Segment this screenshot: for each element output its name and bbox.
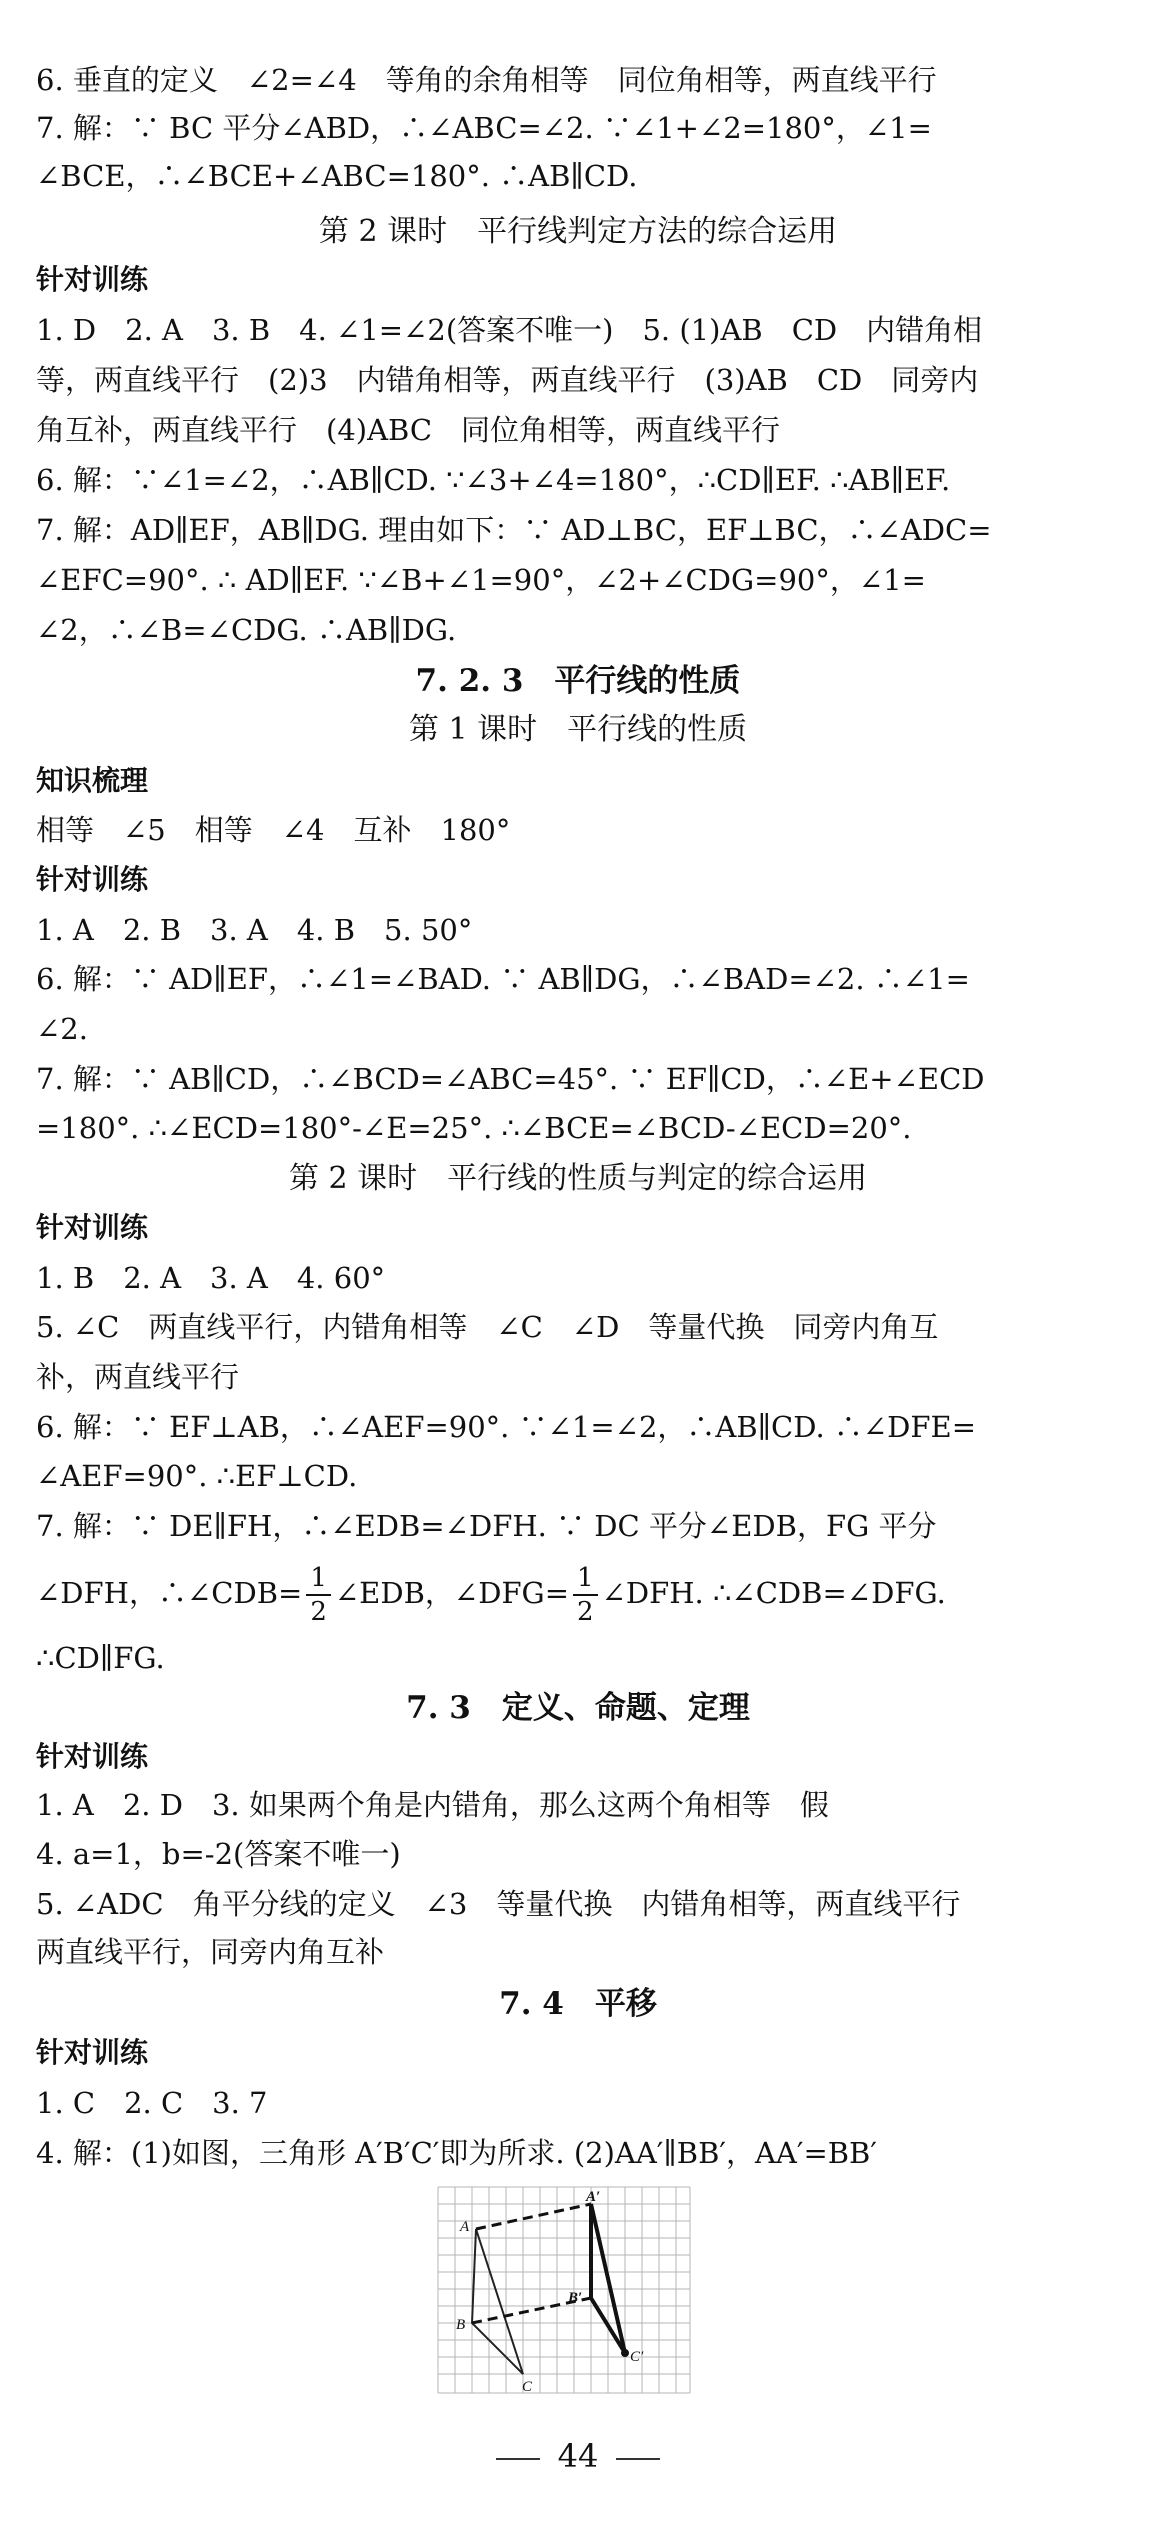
answer-line: 1. D 2. A 3. B 4. ∠1=∠2(答案不唯一) 5. (1)AB CD 内错角相 (36, 313, 983, 347)
answer-text: ∠EDB，∠DFG= (334, 1576, 570, 1610)
fraction-numerator: 1 (306, 1565, 331, 1596)
answer-line: 7. 解：AD∥EF，AB∥DG. 理由如下：∵ AD⊥BC，EF⊥BC，∴∠ADC= (36, 513, 992, 547)
translation-grid-figure (434, 2183, 694, 2397)
lesson-heading: 第 2 课时 平行线判定方法的综合运用 (318, 214, 838, 249)
footer-dash-left (496, 2458, 540, 2460)
fraction-denominator: 2 (577, 1597, 594, 1627)
answer-line: 5. ∠ADC 角平分线的定义 ∠3 等量代换 内错角相等，两直线平行 (36, 1887, 961, 1921)
answer-line: ∴CD∥FG. (36, 1641, 165, 1675)
label-a: A (460, 2219, 470, 2235)
triangle-abc (472, 2229, 523, 2374)
label-c-prime: C′ (630, 2349, 644, 2365)
answer-line: ∠EFC=90°. ∴ AD∥EF. ∵∠B+∠1=90°，∠2+∠CDG=90°，∠1= (36, 563, 926, 597)
label-b: B (456, 2317, 466, 2333)
section-label: 针对训练 (36, 1211, 149, 1244)
answer-line: 5. ∠C 两直线平行，内错角相等 ∠C ∠D 等量代换 同旁内角互 (36, 1310, 939, 1344)
lesson-heading: 第 2 课时 平行线的性质与判定的综合运用 (288, 1161, 868, 1196)
footer-dash-right (616, 2458, 660, 2460)
answer-line: ∠AEF=90°. ∴EF⊥CD. (36, 1459, 358, 1493)
answer-line: 1. A 2. B 3. A 4. B 5. 50° (36, 913, 473, 947)
lesson-heading: 第 1 课时 平行线的性质 (408, 712, 748, 747)
answer-line: 6. 解：∵ EF⊥AB，∴∠AEF=90°. ∵∠1=∠2，∴AB∥CD. ∴∠DFE= (36, 1410, 977, 1444)
answer-line-with-fractions (36, 1558, 1126, 1628)
point-c1 (621, 2349, 629, 2357)
answer-line: 4. a=1，b=-2(答案不唯一) (36, 1837, 401, 1871)
answer-line: 1. B 2. A 3. A 4. 60° (36, 1261, 386, 1295)
label-b-prime: B′ (568, 2290, 583, 2306)
label-a-prime: A′ (586, 2189, 601, 2205)
answer-line: 6. 解：∵∠1=∠2，∴AB∥CD. ∵∠3+∠4=180°，∴CD∥EF. ∴AB∥EF. (36, 463, 951, 497)
section-label: 针对训练 (36, 1740, 149, 1773)
page-footer (0, 2436, 1156, 2476)
answer-line: =180°. ∴∠ECD=180°-∠E=25°. ∴∠BCE=∠BCD-∠ECD=20°. (36, 1111, 912, 1145)
answer-line: ∠2，∴∠B=∠CDG. ∴AB∥DG. (36, 613, 457, 647)
section-label: 知识梳理 (36, 764, 149, 797)
answer-line: ∠BCE，∴∠BCE+∠ABC=180°. ∴AB∥CD. (36, 159, 638, 193)
answer-text: ∠DFH，∴∠CDB= (36, 1576, 303, 1610)
label-c: C (522, 2379, 533, 2395)
answer-text: ∠DFH. ∴∠CDB=∠DFG. (601, 1576, 946, 1610)
fraction-numerator: 1 (573, 1565, 598, 1596)
answer-line: 7. 解：∵ BC 平分∠ABD，∴∠ABC=∠2. ∵∠1+∠2=180°，∠1= (36, 111, 932, 145)
fraction-one-half (306, 1565, 331, 1625)
section-label: 针对训练 (36, 863, 149, 896)
chapter-heading: 7. 2. 3 平行线的性质 (415, 663, 741, 699)
answer-line: 相等 ∠5 相等 ∠4 互补 180° (36, 813, 511, 847)
fraction-denominator: 2 (310, 1597, 327, 1627)
answer-line: 7. 解：∵ DE∥FH，∴∠EDB=∠DFH. ∵ DC 平分∠EDB，FG 平分 (36, 1509, 937, 1543)
fraction-one-half (573, 1565, 598, 1625)
answer-line: 4. 解：(1)如图，三角形 A′B′C′即为所求. (2)AA′∥BB′，AA′=BB′ (36, 2136, 877, 2170)
chapter-heading: 7. 4 平移 (499, 1986, 657, 2022)
answer-line: 等，两直线平行 (2)3 内错角相等，两直线平行 (3)AB CD 同旁内 (36, 363, 979, 397)
chapter-heading: 7. 3 定义、命题、定理 (406, 1690, 750, 1726)
page-number: 44 (557, 2437, 599, 2475)
answer-line: 两直线平行，同旁内角互补 (36, 1935, 385, 1969)
grid (438, 2187, 690, 2393)
section-label: 针对训练 (36, 2036, 149, 2069)
answer-line: 1. A 2. D 3. 如果两个角是内错角，那么这两个角相等 假 (36, 1788, 829, 1822)
answer-line: 6. 解：∵ AD∥EF，∴∠1=∠BAD. ∵ AB∥DG，∴∠BAD=∠2. ∴∠1= (36, 962, 970, 996)
answer-line: ∠2. (36, 1012, 88, 1046)
answer-line: 1. C 2. C 3. 7 (36, 2086, 268, 2120)
answer-line: 6. 垂直的定义 ∠2=∠4 等角的余角相等 同位角相等，两直线平行 (36, 63, 937, 97)
answer-line: 7. 解：∵ AB∥CD，∴∠BCD=∠ABC=45°. ∵ EF∥CD，∴∠E+∠ECD (36, 1062, 985, 1096)
answer-line: 角互补，两直线平行 (4)ABC 同位角相等，两直线平行 (36, 413, 781, 447)
answer-line: 补，两直线平行 (36, 1360, 240, 1394)
section-label: 针对训练 (36, 263, 149, 296)
